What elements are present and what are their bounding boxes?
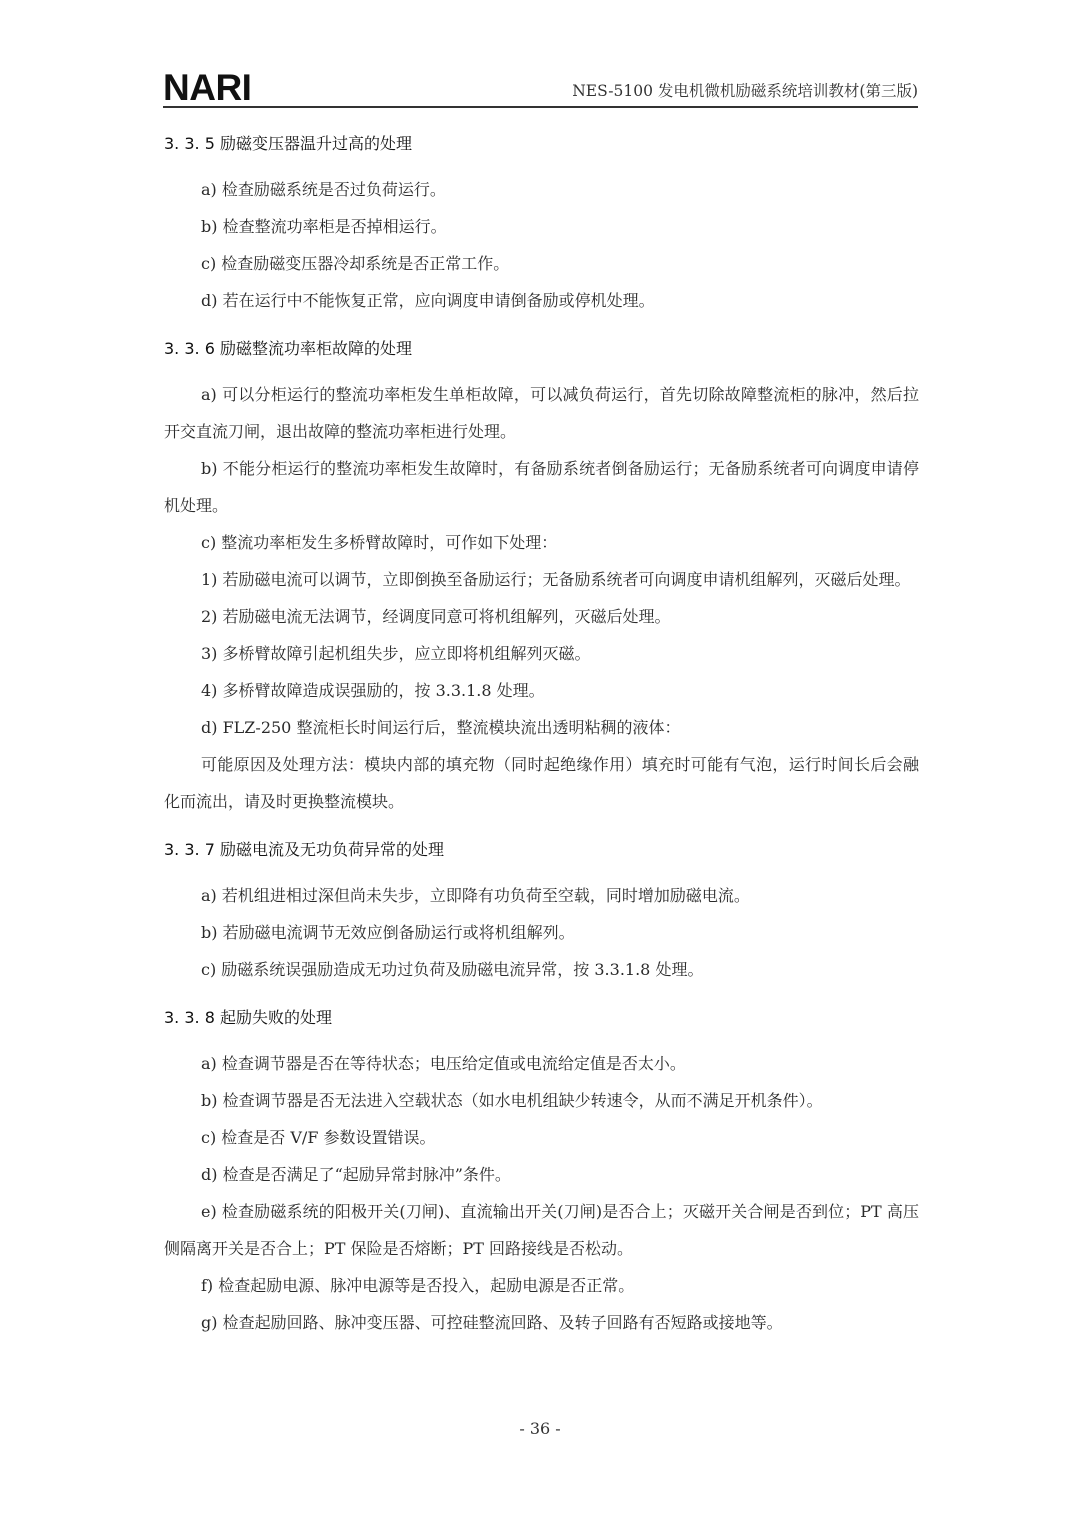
paragraph: a) 检查励磁系统是否过负荷运行。 — [201, 180, 446, 199]
paragraph: d) 若在运行中不能恢复正常，应向调度申请倒备励或停机处理。 — [201, 291, 655, 310]
section-heading: 3. 3. 8 起励失败的处理 — [164, 1008, 332, 1027]
paragraph: c) 整流功率柜发生多桥臂故障时，可作如下处理： — [201, 533, 558, 552]
paragraph: c) 检查是否 V/F 参数设置错误。 — [201, 1128, 436, 1147]
paragraph: a) 若机组进相过深但尚未失步，立即降有功负荷至空载，同时增加励磁电流。 — [201, 886, 750, 905]
paragraph: 3) 多桥臂故障引起机组失步，应立即将机组解列灭磁。 — [201, 644, 591, 663]
paragraph: c) 励磁系统误强励造成无功过负荷及励磁电流异常，按 3.3.1.8 处理。 — [201, 960, 704, 979]
paragraph: b) 若励磁电流调节无效应倒备励运行或将机组解列。 — [201, 923, 575, 942]
section-heading: 3. 3. 7 励磁电流及无功负荷异常的处理 — [164, 840, 444, 859]
paragraph: b) 检查整流功率柜是否掉相运行。 — [201, 217, 447, 236]
paragraph: f) 检查起励电源、脉冲电源等是否投入，起励电源是否正常。 — [201, 1276, 635, 1295]
nari-logo: NARI — [163, 67, 252, 108]
paragraph: d) 检查是否满足了“起励异常封脉冲”条件。 — [201, 1165, 511, 1184]
paragraph: b) 不能分柜运行的整流功率柜发生故障时，有备励系统者倒备励运行；无备励系统者可向调度申请停机处理。 — [164, 459, 919, 515]
page-number: - 36 - — [519, 1419, 561, 1438]
paragraph: 2) 若励磁电流无法调节，经调度同意可将机组解列，灭磁后处理。 — [201, 607, 671, 626]
paragraph: b) 检查调节器是否无法进入空载状态（如水电机组缺少转速令，从而不满足开机条件）。 — [201, 1091, 823, 1110]
paragraph: a) 可以分柜运行的整流功率柜发生单柜故障，可以减负荷运行，首先切除故障整流柜的脉冲，然后拉开交直流刀闸，退出故障的整流功率柜进行处理。 — [164, 385, 919, 441]
section-heading: 3. 3. 5 励磁变压器温升过高的处理 — [164, 134, 412, 153]
page-content — [164, 130, 919, 1341]
paragraph: g) 检查起励回路、脉冲变压器、可控硅整流回路、及转子回路有否短路或接地等。 — [201, 1313, 783, 1332]
section-heading: 3. 3. 6 励磁整流功率柜故障的处理 — [164, 339, 412, 358]
paragraph: 可能原因及处理方法：模块内部的填充物（同时起绝缘作用）填充时可能有气泡，运行时间长后会融化而流出，请及时更换整流模块。 — [164, 755, 919, 811]
section-3-3-6 — [164, 335, 919, 820]
paragraph: 4) 多桥臂故障造成误强励的，按 3.3.1.8 处理。 — [201, 681, 545, 700]
section-3-3-7 — [164, 836, 919, 988]
section-3-3-5 — [164, 130, 919, 319]
paragraph: 1) 若励磁电流可以调节，立即倒换至备励运行；无备励系统者可向调度申请机组解列，灭磁后处理。 — [201, 570, 911, 589]
section-3-3-8 — [164, 1004, 919, 1341]
paragraph: e) 检查励磁系统的阳极开关(刀闸)、直流输出开关(刀闸)是否合上；灭磁开关合闸是否到位；PT 高压侧隔离开关是否合上；PT 保险是否熔断；PT 回路接线是否松动。 — [164, 1202, 919, 1258]
paragraph: c) 检查励磁变压器冷却系统是否正常工作。 — [201, 254, 510, 273]
document-title: NES-5100 发电机微机励磁系统培训教材(第三版) — [572, 82, 918, 100]
paragraph: a) 检查调节器是否在等待状态；电压给定值或电流给定值是否太小。 — [201, 1054, 686, 1073]
paragraph: d) FLZ-250 整流柜长时间运行后，整流模块流出透明粘稠的液体： — [201, 718, 681, 737]
header-divider — [163, 106, 918, 108]
